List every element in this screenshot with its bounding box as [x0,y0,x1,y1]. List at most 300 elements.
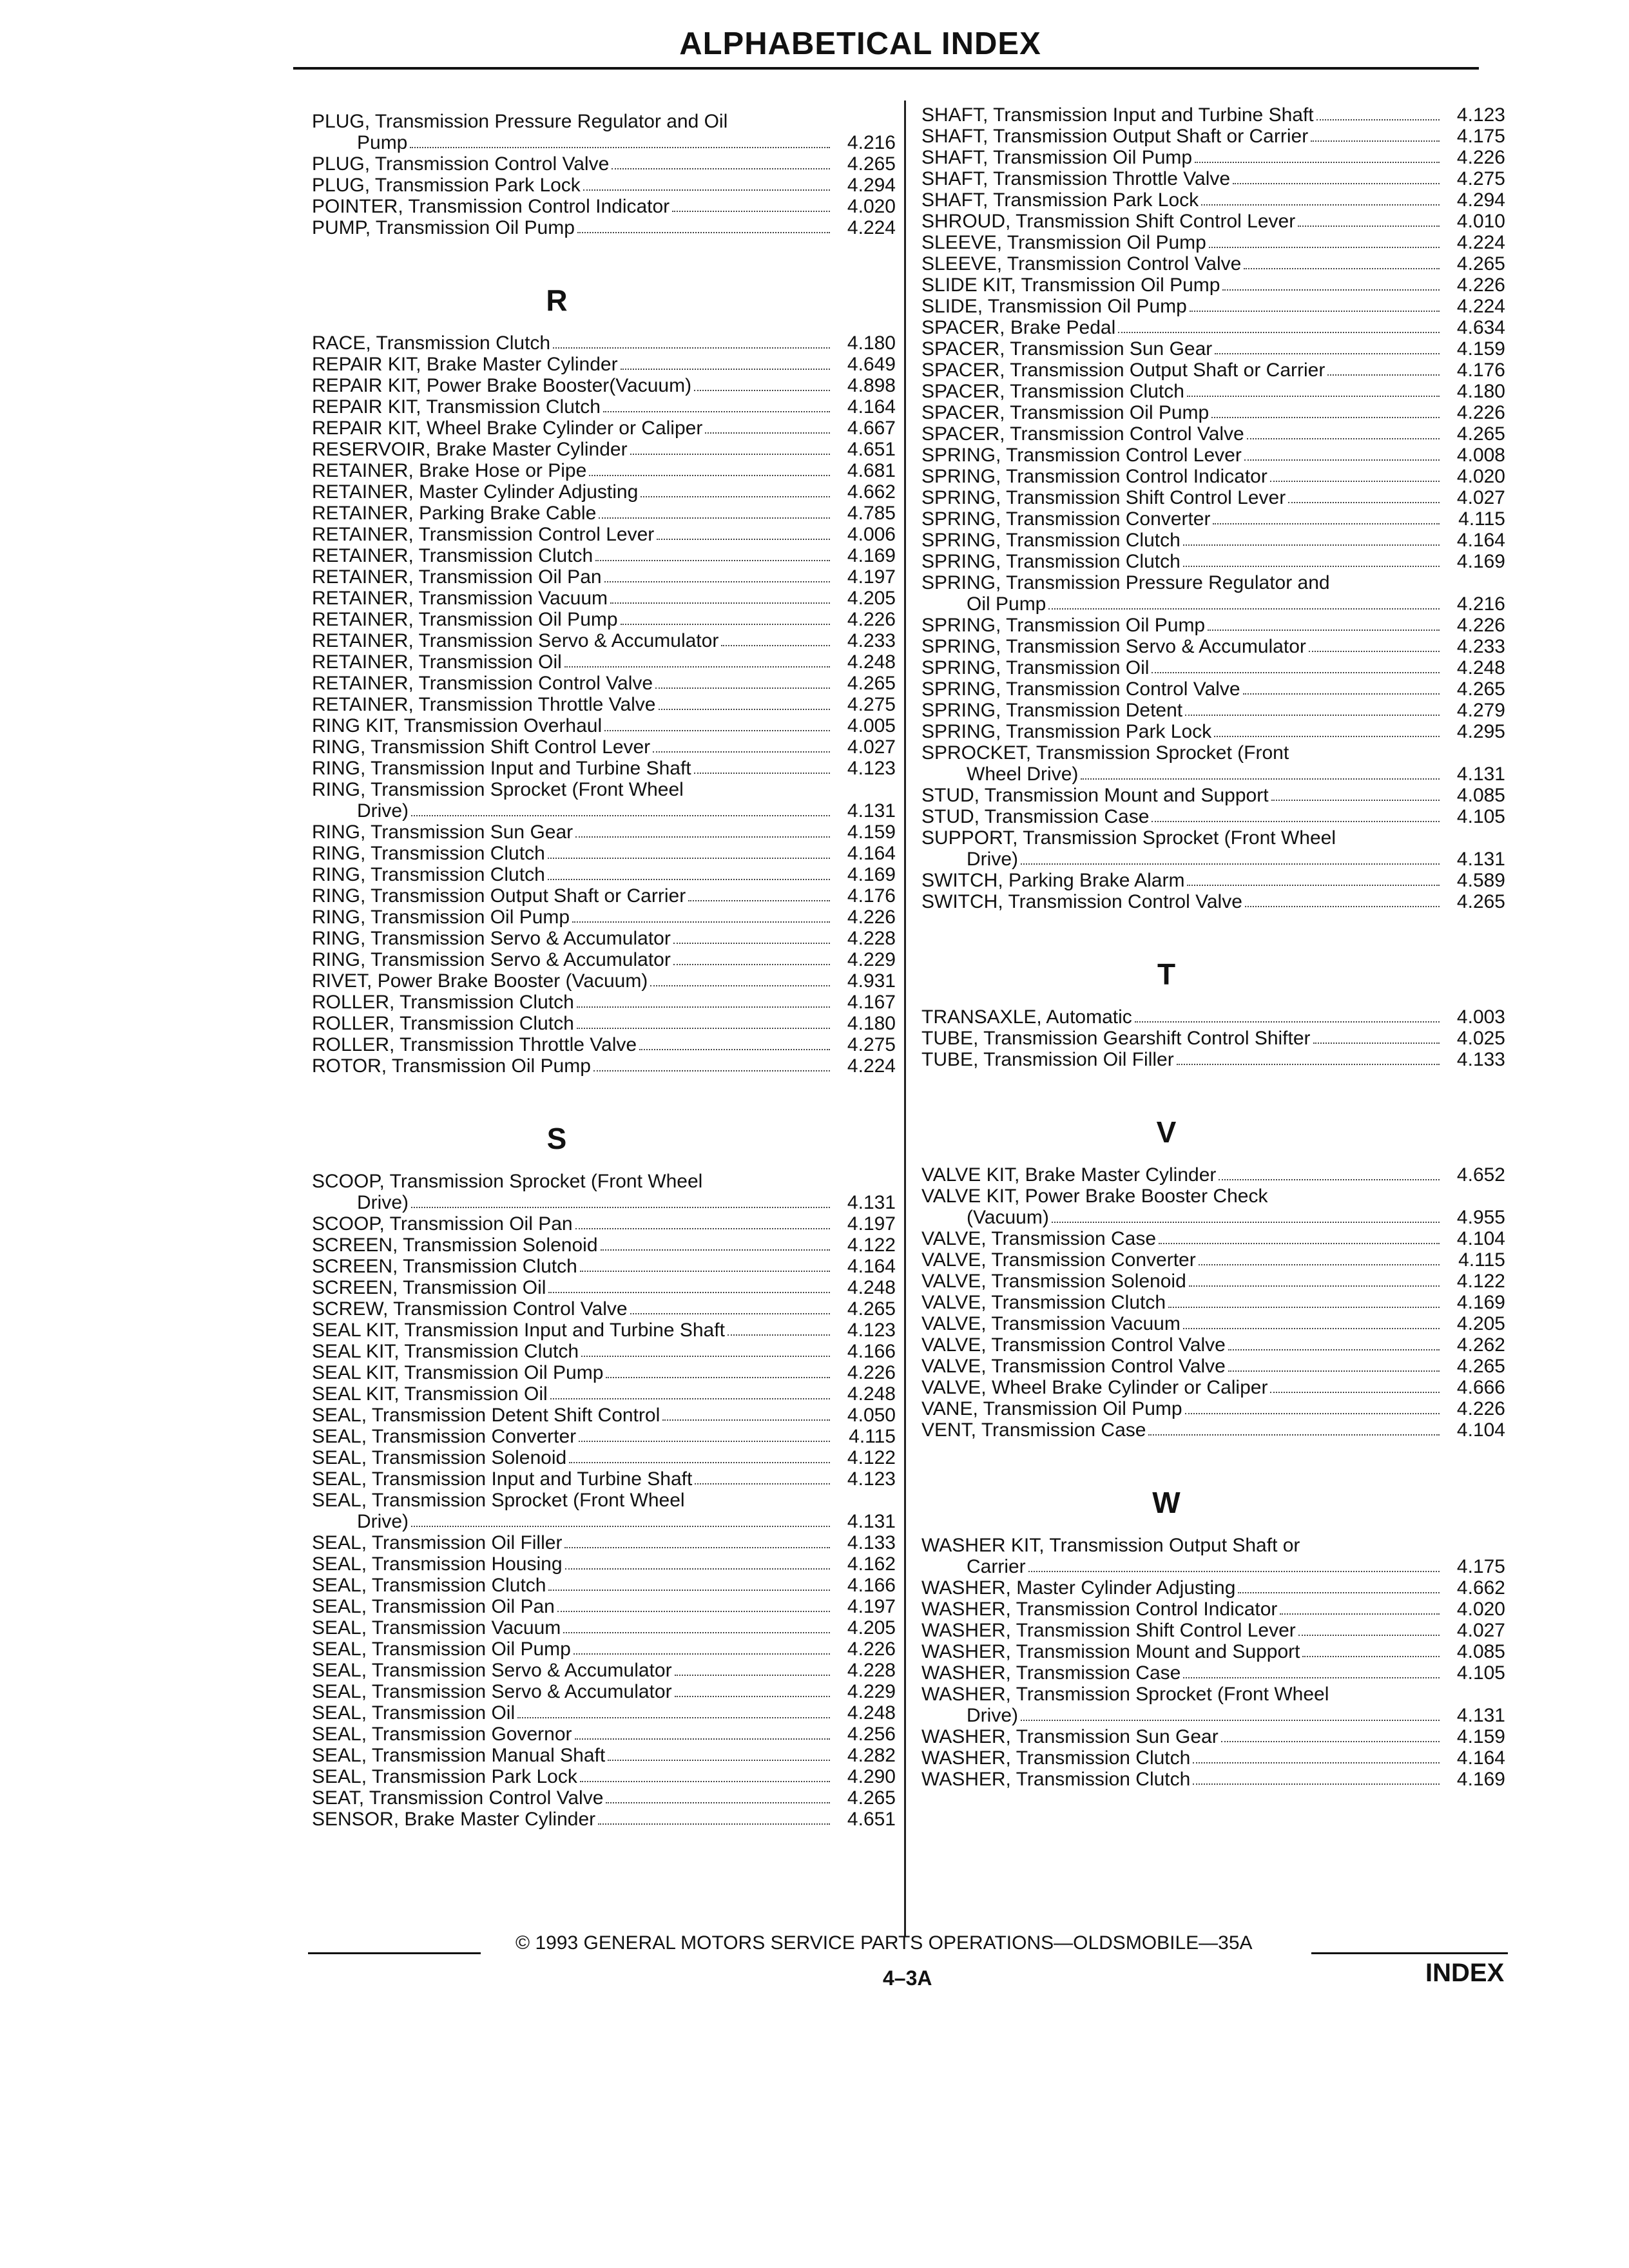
leader-dots [411,1526,830,1527]
entry-page-number: 4.651 [847,1809,896,1830]
entry-page-number: 4.666 [1456,1377,1505,1398]
leader-dots [1148,1434,1440,1436]
leader-dots [604,581,830,582]
entry-line: RETAINER, Transmission Clutch [312,545,593,566]
entry-text [921,530,1443,551]
leader-dots [517,1717,830,1718]
entry-line: SHAFT, Transmission Park Lock [921,189,1199,211]
section-spacer [921,1441,1514,1470]
entry-line: TRANSAXLE, Automatic [921,1006,1132,1028]
leader-dots [553,347,830,349]
page-number: 4–3A [883,1966,932,1990]
entry-page-number: 4.228 [847,1660,896,1681]
leader-dots [1244,459,1440,461]
index-entry [921,1398,1514,1419]
entry-line: RETAINER, Brake Hose or Pipe [312,460,587,481]
index-entry [921,1535,1514,1577]
entry-text [921,1228,1443,1249]
entry-line: SEAL, Transmission Governor [312,1724,572,1745]
entry-text [921,423,1443,445]
leader-dots [604,730,830,731]
entry-line: SPACER, Transmission Control Valve [921,423,1244,445]
entry-page-number: 4.229 [847,949,896,970]
entry-text [312,1809,834,1830]
leader-dots [621,624,830,625]
entry-text [312,153,834,175]
leader-dots [580,1781,830,1782]
index-entry [312,1553,905,1575]
leader-dots [1048,608,1440,610]
entry-text [312,715,834,736]
section-letter-t: T [1157,957,1176,991]
entry-page-number: 4.123 [847,1320,896,1341]
leader-dots [1118,332,1440,333]
index-entry [312,111,905,153]
entry-line: PLUG, Transmission Control Valve [312,153,610,175]
entry-page-number: 4.248 [847,1383,896,1405]
leader-dots [593,1070,830,1072]
leader-dots [575,836,830,838]
entry-text [312,1256,834,1277]
leader-dots [728,1334,830,1336]
entry-page-number: 4.265 [1456,891,1505,912]
entry-page-number: 4.275 [847,694,896,715]
right-index-column [921,104,1514,1790]
entry-text [312,630,834,651]
entry-text [921,1535,1443,1577]
entry-line: WASHER, Transmission Clutch [921,1747,1191,1769]
entry-text [921,402,1443,423]
entry-line: SCREEN, Transmission Solenoid [312,1235,598,1256]
entry-page-number: 4.265 [1456,1356,1505,1377]
entry-page-number: 4.294 [1456,189,1505,211]
leader-dots [1190,311,1440,312]
entry-text [312,588,834,609]
page-title: ALPHABETICAL INDEX [679,26,1041,61]
leader-dots [411,1207,830,1208]
index-entry [921,1006,1514,1028]
footer-rule-left [308,1952,481,1954]
index-entry [921,721,1514,742]
entry-line: POINTER, Transmission Control Indicator [312,196,670,217]
entry-page-number: 4.662 [1456,1577,1505,1599]
entry-page-number: 4.681 [847,460,896,481]
leader-dots [1185,1413,1440,1414]
leader-dots [694,773,830,774]
entry-page-number: 4.197 [847,1213,896,1235]
entry-text [312,1235,834,1256]
index-entry [921,1228,1514,1249]
leader-dots [1195,162,1440,163]
entry-line: SEAT, Transmission Control Valve [312,1787,604,1809]
section-spacer [921,912,1514,942]
entry-line: SPACER, Brake Pedal [921,317,1116,338]
leader-dots [1211,417,1440,418]
entry-text [921,1769,1443,1790]
entry-page-number: 4.233 [847,630,896,651]
index-entry [312,1383,905,1405]
entry-line: RETAINER, Transmission Oil Pan [312,566,602,588]
index-entry [312,1724,905,1745]
leader-dots [1247,438,1440,439]
entry-page-number: 4.159 [1456,338,1505,360]
index-entry [312,1787,905,1809]
index-entry [312,736,905,758]
entry-page-number: 4.025 [1456,1028,1505,1049]
entry-page-number: 4.166 [847,1341,896,1362]
entry-line: SEAL KIT, Transmission Oil Pump [312,1362,604,1383]
entry-line: SPRING, Transmission Oil [921,657,1150,678]
leader-dots [1135,1021,1440,1023]
entry-text [312,1171,834,1213]
index-entry [921,1028,1514,1049]
leader-dots [577,1028,830,1029]
leader-dots [1288,502,1440,503]
index-entry [312,758,905,779]
entry-line: RESERVOIR, Brake Master Cylinder [312,439,628,460]
index-entry [312,1575,905,1596]
index-entry [921,1577,1514,1599]
entry-page-number: 4.652 [1456,1164,1505,1186]
leader-dots [1270,481,1440,482]
entry-page-number: 4.085 [1456,1641,1505,1662]
index-entry [312,1490,905,1532]
entry-page-number: 4.115 [1458,1249,1505,1271]
section-label: INDEX [1425,1959,1505,1987]
index-entry [921,615,1514,636]
entry-text [312,1532,834,1553]
index-entry [921,785,1514,806]
entry-line: SLIDE, Transmission Oil Pump [921,296,1187,317]
leader-dots [1052,1222,1440,1223]
leader-dots [1298,1635,1440,1636]
entry-page-number: 4.931 [847,970,896,992]
leader-dots [577,232,830,233]
entry-line: VALVE, Transmission Case [921,1228,1157,1249]
entry-page-number: 4.164 [1456,1747,1505,1769]
leader-dots [1193,1762,1440,1763]
entry-line: SWITCH, Transmission Control Valve [921,891,1242,912]
index-entry [921,700,1514,721]
entry-line: SEAL, Transmission Manual Shaft [312,1745,606,1766]
entry-page-number: 4.169 [1456,1769,1505,1790]
entry-line: RING, Transmission Shift Control Lever [312,736,651,758]
index-entry [921,1726,1514,1747]
entry-text [312,970,834,992]
entry-page-number: 4.226 [1456,1398,1505,1419]
entry-line: VENT, Transmission Case [921,1419,1146,1441]
entry-continuation: Drive) [357,800,409,822]
entry-text [312,1660,834,1681]
entry-page-number: 4.279 [1456,700,1505,721]
entry-text [921,126,1443,147]
entry-page-number: 4.175 [1456,126,1505,147]
entry-line: SEAL KIT, Transmission Clutch [312,1341,579,1362]
leader-dots [657,539,830,540]
leader-dots [557,1611,830,1612]
entry-page-number: 4.224 [1456,232,1505,253]
entry-text [312,545,834,566]
entry-line: SPACER, Transmission Sun Gear [921,338,1213,360]
index-entry [312,1596,905,1617]
entry-line: RING, Transmission Sprocket (Front Wheel [312,779,684,800]
entry-line: SHAFT, Transmission Input and Turbine Shaft [921,104,1314,126]
entry-text [921,870,1443,891]
entry-line: SLEEVE, Transmission Oil Pump [921,232,1206,253]
entry-page-number: 4.226 [1456,147,1505,168]
entry-page-number: 4.226 [847,1362,896,1383]
entry-text [312,992,834,1013]
entry-text [312,566,834,588]
index-entry [921,317,1514,338]
footer-copyright: © 1993 GENERAL MOTORS SERVICE PARTS OPERATIONS—OLDSMOBILE—35A [516,1932,1253,1954]
index-entry [312,153,905,175]
entry-line: SPRING, Transmission Clutch [921,530,1181,551]
title-rule [293,67,1479,70]
entry-text [921,1599,1443,1620]
leader-dots [575,1738,831,1740]
entry-line: WASHER, Transmission Case [921,1662,1181,1684]
entry-page-number: 4.105 [1456,806,1505,827]
index-entry [312,1298,905,1320]
index-entry [921,508,1514,530]
entry-line: SLEEVE, Transmission Control Valve [921,253,1242,274]
entry-text [921,466,1443,487]
entry-text [921,657,1443,678]
leader-dots [548,1590,830,1591]
leader-dots [688,900,830,901]
entry-page-number: 4.085 [1456,785,1505,806]
entry-text [312,1298,834,1320]
leader-dots [564,1547,830,1548]
index-entry [312,1362,905,1383]
entry-page-number: 4.169 [847,545,896,566]
entry-line: SCREW, Transmission Control Valve [312,1298,628,1320]
entry-page-number: 4.104 [1456,1228,1505,1249]
section-letter-r: R [546,284,568,317]
leader-dots [659,709,831,710]
index-entry [312,588,905,609]
entry-line: SENSOR, Brake Master Cylinder [312,1809,596,1830]
index-entry [921,1684,1514,1726]
entry-page-number: 4.589 [1456,870,1505,891]
index-entry [921,806,1514,827]
entry-line: SEAL, Transmission Housing [312,1553,563,1575]
leader-dots [1213,523,1440,524]
entry-line: RETAINER, Transmission Oil Pump [312,609,618,630]
entry-page-number: 4.290 [847,1766,896,1787]
leader-dots [583,189,830,191]
entry-page-number: 4.216 [847,132,896,153]
entry-page-number: 4.180 [847,1013,896,1034]
entry-page-number: 4.122 [847,1235,896,1256]
entry-page-number: 4.115 [849,1426,896,1447]
entry-line: RING, Transmission Output Shaft or Carrier [312,885,686,907]
index-entry [312,1235,905,1256]
leader-dots [572,921,830,923]
entry-text [312,1468,834,1490]
entry-line: RING KIT, Transmission Overhaul [312,715,602,736]
entry-text [312,1745,834,1766]
leader-dots [595,560,830,561]
entry-page-number: 4.226 [1456,615,1505,636]
entry-page-number: 4.295 [1456,721,1505,742]
entry-line: VALVE, Wheel Brake Cylinder or Caliper [921,1377,1268,1398]
entry-line: SPRING, Transmission Shift Control Lever [921,487,1286,508]
entry-text [312,1575,834,1596]
entry-text [312,1766,834,1787]
index-entry [312,1702,905,1724]
entry-text [312,196,834,217]
entry-line: PLUG, Transmission Park Lock [312,175,581,196]
leader-dots [1021,1720,1440,1721]
index-entry [312,673,905,694]
index-entry [921,1313,1514,1334]
entry-text [921,551,1443,572]
entry-line: SEAL KIT, Transmission Oil [312,1383,548,1405]
entry-line: RING, Transmission Clutch [312,864,545,885]
leader-dots [1028,1571,1440,1572]
entry-page-number: 4.008 [1456,445,1505,466]
section-spacer [312,1077,905,1106]
index-entry [921,360,1514,381]
index-entry [921,891,1514,912]
column-divider [904,101,906,1937]
leader-dots [548,858,830,859]
entry-page-number: 4.050 [847,1405,896,1426]
entry-line: SEAL, Transmission Servo & Accumulator [312,1660,672,1681]
index-entry [921,1419,1514,1441]
entry-line: SEAL, Transmission Oil [312,1702,516,1724]
entry-line: SPRING, Transmission Converter [921,508,1211,530]
entry-page-number: 4.180 [847,332,896,354]
entry-line: SUPPORT, Transmission Sprocket (Front Wheel [921,827,1336,849]
entry-page-number: 4.123 [847,758,896,779]
index-entry [312,1660,905,1681]
entry-page-number: 4.282 [847,1745,896,1766]
entry-text [921,104,1443,126]
leader-dots [564,666,830,668]
index-entry [921,678,1514,700]
index-entry [312,1468,905,1490]
entry-line: TUBE, Transmission Oil Filler [921,1049,1174,1070]
index-entry [921,1641,1514,1662]
leader-dots [599,517,830,519]
entry-text [921,891,1443,912]
entry-line: STUD, Transmission Case [921,806,1150,827]
entry-continuation: (Vacuum) [967,1207,1049,1228]
entry-page-number: 4.123 [1456,104,1505,126]
entry-line: RETAINER, Transmission Control Lever [312,524,655,545]
entry-text [312,1724,834,1745]
index-entry [312,630,905,651]
index-entry [312,1320,905,1341]
entry-text [921,1249,1443,1271]
entry-page-number: 4.020 [1456,466,1505,487]
entry-page-number: 4.224 [847,217,896,238]
index-entry [921,104,1514,126]
leader-dots [411,815,830,816]
entry-text [312,1787,834,1809]
entry-page-number: 4.216 [1456,593,1505,615]
leader-dots [575,1228,830,1229]
index-entry [312,651,905,673]
index-entry [921,742,1514,785]
index-entry [921,1271,1514,1292]
entry-text [312,1639,834,1660]
entry-line: RETAINER, Parking Brake Cable [312,503,597,524]
leader-dots [1243,693,1440,695]
entry-page-number: 4.176 [1456,360,1505,381]
entry-text [921,636,1443,657]
leader-dots [1233,183,1440,184]
entry-line: REPAIR KIT, Brake Master Cylinder [312,354,618,375]
entry-line: SPACER, Transmission Clutch [921,381,1184,402]
entry-line: SEAL KIT, Transmission Input and Turbine Shaft [312,1320,725,1341]
index-entry [921,423,1514,445]
leader-dots [1183,566,1440,567]
entry-text [921,1684,1443,1726]
index-entry [921,530,1514,551]
entry-page-number: 4.265 [1456,678,1505,700]
index-entry [921,1747,1514,1769]
leader-dots [650,985,830,986]
leader-dots [1221,1741,1440,1742]
entry-page-number: 4.166 [847,1575,896,1596]
leader-dots [1244,268,1440,269]
entry-text [312,1617,834,1639]
leader-dots [1228,1349,1440,1350]
entry-text [312,694,834,715]
entry-page-number: 4.131 [847,1192,896,1213]
entry-text [921,572,1443,615]
leader-dots [675,1696,830,1697]
leader-dots [1270,1392,1440,1393]
index-entry [921,232,1514,253]
leader-dots [1219,1179,1440,1180]
entry-text [921,274,1443,296]
index-entry [921,296,1514,317]
index-entry [312,907,905,928]
leader-dots [1215,353,1440,354]
entry-line: SCOOP, Transmission Sprocket (Front Wheel [312,1171,703,1192]
index-entry [921,827,1514,870]
entry-page-number: 4.226 [1456,402,1505,423]
leader-dots [603,411,830,412]
index-entry [312,928,905,949]
entry-text [921,1313,1443,1334]
leader-dots [1208,629,1440,631]
leader-dots [606,1802,830,1803]
entry-continuation: Oil Pump [967,593,1046,615]
entry-line: SEAL, Transmission Oil Filler [312,1532,563,1553]
entry-line: SPRING, Transmission Detent [921,700,1183,721]
entry-text [312,864,834,885]
entry-text [312,375,834,396]
entry-page-number: 4.176 [847,885,896,907]
entry-text [312,1362,834,1383]
entry-text [921,147,1443,168]
entry-page-number: 4.131 [1456,1705,1505,1726]
entry-page-number: 4.224 [847,1055,896,1077]
index-entry [312,418,905,439]
leader-dots [655,687,830,689]
entry-page-number: 4.131 [1456,764,1505,785]
index-entry [312,460,905,481]
entry-text [312,1553,834,1575]
leader-dots [1271,800,1440,801]
entry-line: SPACER, Transmission Output Shaft or Carrier [921,360,1325,381]
